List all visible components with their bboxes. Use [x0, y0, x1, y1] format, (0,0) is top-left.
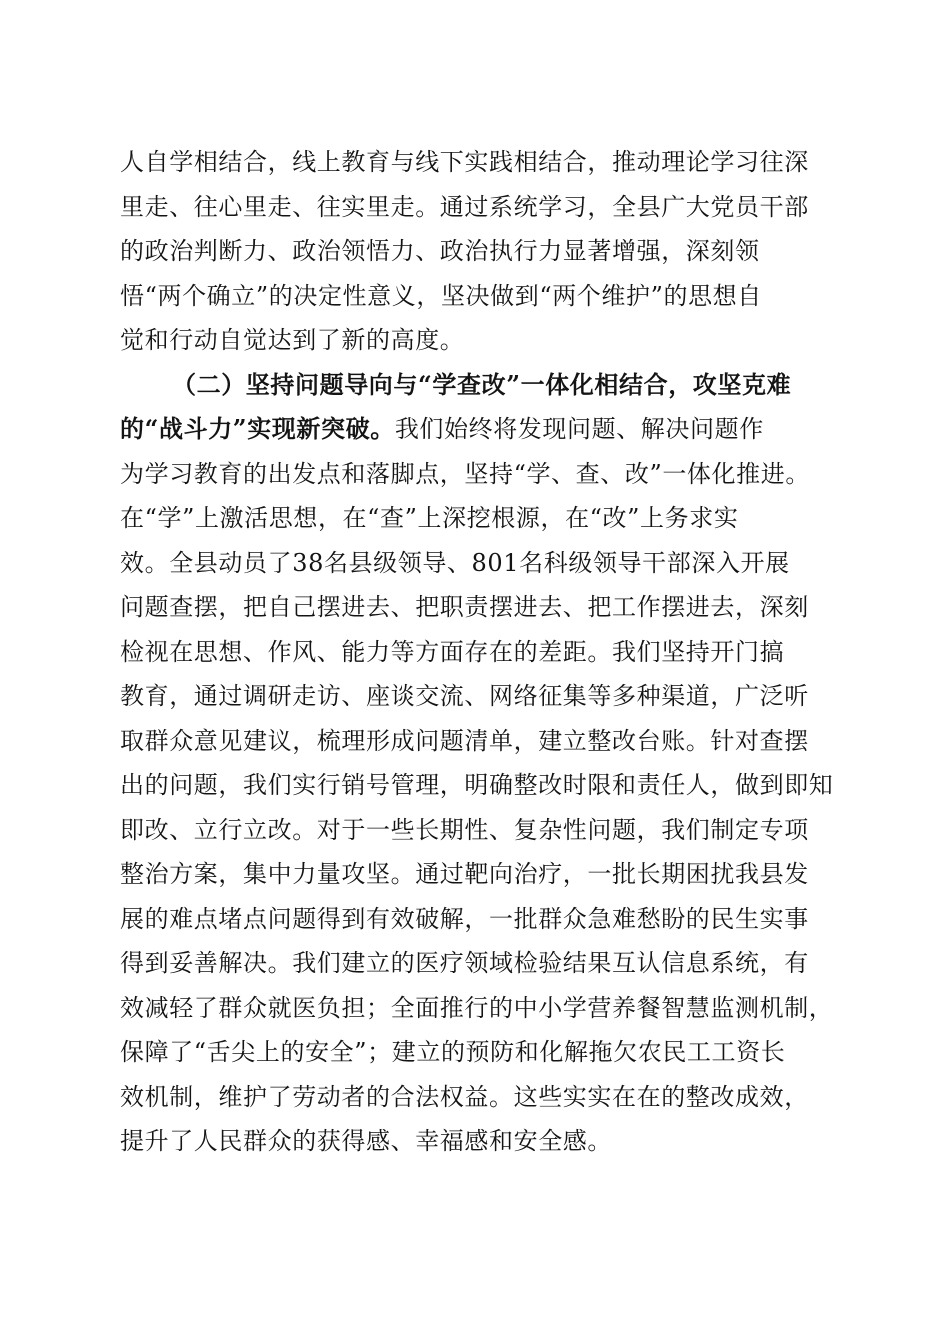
p1-line-5: 觉和行动自觉达到了新的高度。 — [120, 326, 465, 354]
section-heading-line-2 — [120, 407, 835, 452]
p1-line-2: 里走、往心里走、往实里走。通过系统学习，全县广大党员干部 — [120, 192, 809, 221]
p2-line-13: 得到妥善解决。我们建立的医疗领域检验结果互认信息系统，有 — [120, 949, 809, 977]
p2-line-4: 效。全县动员了38名县级领导、801名科级领导干部深入开展 — [120, 548, 790, 577]
p1-line-3: 的政治判断力、政治领悟力、政治执行力显著增强，深刻领 — [120, 237, 760, 265]
p1-line-1: 人自学相结合，线上教育与线下实践相结合，推动理论学习往深 — [120, 148, 809, 176]
p2-line-6: 检视在思想、作风、能力等方面存在的差距。我们坚持开门搞 — [120, 637, 785, 666]
section-heading-tail: 的“战斗力”实现新突破。 — [120, 414, 395, 443]
p2-line-11: 整治方案，集中力量攻坚。通过靶向治疗，一批长期困扰我县发 — [120, 860, 809, 888]
p2-line-2: 为学习教育的出发点和落脚点，坚持“学、查、改”一体化推进。 — [120, 459, 810, 488]
p2-line-16: 效机制，维护了劳动者的合法权益。这些实实在在的整改成效， — [120, 1082, 809, 1111]
p2-line-12: 展的难点堵点问题得到有效破解，一批群众急难愁盼的民生实事 — [120, 904, 809, 933]
p2-line-14: 效减轻了群众就医负担；全面推行的中小学营养餐智慧监测机制， — [120, 993, 834, 1022]
p2-line-17: 提升了人民群众的获得感、幸福感和安全感。 — [120, 1127, 612, 1155]
p2-line-9: 出的问题，我们实行销号管理，明确整改时限和责任人，做到即知 — [120, 771, 834, 799]
p2-line-10: 即改、立行立改。对于一些长期性、复杂性问题，我们制定专项 — [120, 815, 809, 844]
section-heading-line-1: （二）坚持问题导向与“学查改”一体化相结合，攻坚克难 — [172, 369, 792, 399]
p1-line-4: 悟“两个确立”的决定性意义，坚决做到“两个维护”的思想自 — [120, 281, 762, 310]
p2-line-7: 教育，通过调研走访、座谈交流、网络征集等多种渠道，广泛听 — [120, 682, 809, 710]
p2-line-3: 在“学”上激活思想，在“查”上深挖根源，在“改”上务求实 — [120, 504, 739, 532]
body-text — [120, 140, 835, 1164]
p2-line-1-rest: 我们始终将发现问题、解决问题作 — [394, 415, 764, 443]
p2-line-15: 保障了“舌尖上的安全”；建立的预防和化解拖欠农民工工资长 — [120, 1038, 786, 1066]
p2-line-5: 问题查摆，把自己摆进去、把职责摆进去、把工作摆进去，深刻 — [120, 593, 809, 621]
p2-line-8: 取群众意见建议，梳理形成问题清单，建立整改台账。针对查摆 — [120, 726, 809, 755]
